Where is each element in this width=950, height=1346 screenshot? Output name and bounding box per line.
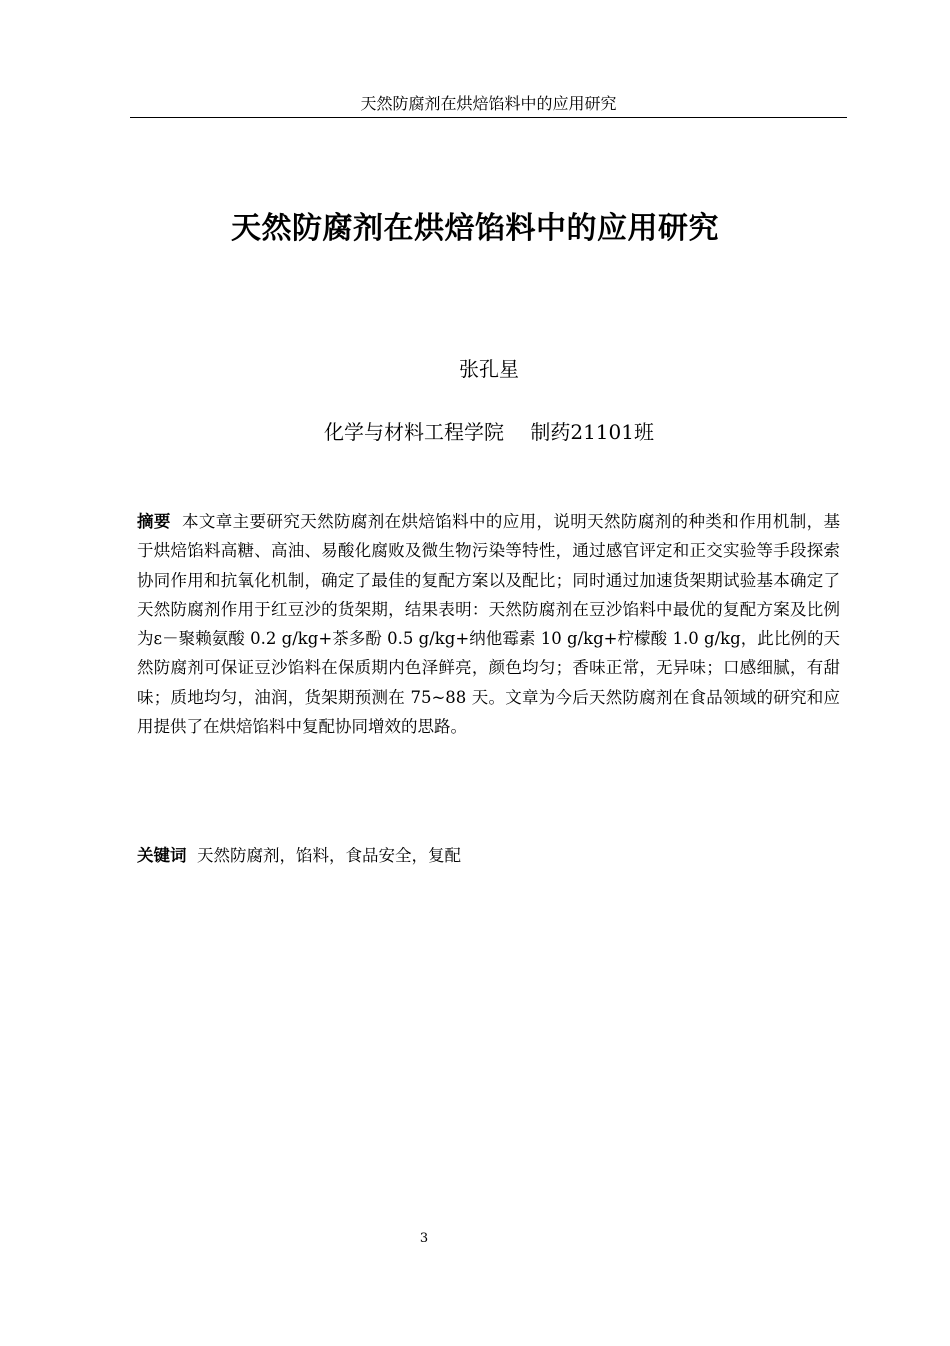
keywords-paragraph	[137, 842, 840, 870]
abstract-label: 摘要	[137, 512, 171, 531]
page-number: 3	[419, 1231, 429, 1246]
running-header-title: 天然防腐剂在烘焙馅料中的应用研究	[360, 94, 617, 113]
abstract-paragraph	[137, 507, 840, 741]
running-header	[130, 92, 847, 118]
author-affiliation: 化学与材料工程学院 制药21101班	[324, 420, 654, 444]
author-name: 张孔星	[459, 357, 519, 381]
abstract-text: 本文章主要研究天然防腐剂在烘焙馅料中的应用，说明天然防腐剂的种类和作用机制，基于烘焙馅料高糖、高油、易酸化腐败及微生物污染等特性，通过感官评定和正交实验等手段探索协同作用和抗氧化机制，确定了最佳的复配方案以及配比；同时通过加速货架期试验基本确定了天然防腐剂作用于红豆沙的货架期，结果表明：天然防腐剂在豆沙馅料中最优的复配方案及比例为ε－聚赖氨酸 0.2 g/kg+茶多酚 0.5 g/kg+纳他霉素 10 g/kg+柠檬酸 1.0 g/kg，此比例的天然防腐剂可保证豆沙馅料在保质期内色泽鲜亮，颜色均匀；香味正常，无异味；口感细腻，有甜味；质地均匀，油润，货架期预测在 75~88 天。文章为今后天然防腐剂在食品领域的研究和应用提供了在烘焙馅料中复配协同增效的思路。	[137, 512, 841, 737]
keywords-label: 关键词	[137, 846, 187, 865]
paper-title: 天然防腐剂在烘焙馅料中的应用研究	[231, 211, 719, 246]
keywords-text: 天然防腐剂，馅料，食品安全，复配	[197, 846, 461, 865]
